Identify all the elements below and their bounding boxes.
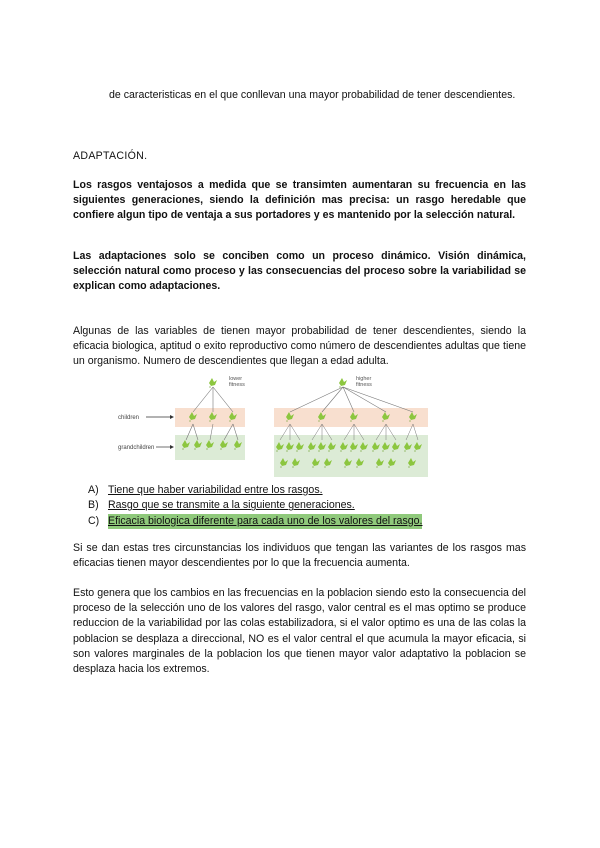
- grandchildren-band-right: [274, 435, 428, 477]
- circumstances-paragraph: Si se dan estas tres circunstancias los individuos que tengan las variantes de los rasgos mas eficacias tienen mayor descendientes por lo que la frecuencia aumenta.: [73, 542, 526, 570]
- highlighted-text: Eficacia biologica diferente para cada uno de los valores del rasgo.: [108, 514, 422, 529]
- intro-paragraph: de caracteristicas en el que conllevan una mayor probabilidad de tener descendientes.: [109, 89, 516, 101]
- selection-paragraph: Esto genera que los cambios en las frecuencias en la poblacion siendo esto la consecuencia del proceso de la selección uno de los valores del rasgo, valor central es el mas optimo se produce reduccion de la variabilidad por las colas estabilizadora, si el valor optimo es una de las colas la poblacion se desplaza a direccional, NO es el valor central el que acumula la mayor eficacia, si son valores marginales de la poblacion los que tienen mayor valor adaptativo la poblacion se desplaza hacia los extremos.: [73, 587, 526, 676]
- svg-text:fitness: fitness: [229, 382, 245, 388]
- list-item: A) Tiene que haber variabilidad entre los rasgos.: [88, 484, 323, 496]
- conditions-list: [88, 483, 528, 529]
- section-heading: ADAPTACIÓN.: [73, 150, 148, 162]
- list-item: C) Eficacia biologica diferente para cada uno de los valores del rasgo.: [88, 514, 528, 529]
- svg-text:fitness: fitness: [356, 382, 372, 388]
- bold-paragraph-1: Los rasgos ventajosos a medida que se transimten aumentaran su frecuencia en las siguientes generaciones, siendo la definición mas precisa: un rasgo heredable que confiere algun tipo de ventaja a sus portadores y es mantenido por la selección natural.: [73, 179, 526, 222]
- list-item: B) Rasgo que se transmite a la siguiente generaciones.: [88, 499, 355, 512]
- children-label: children: [118, 415, 140, 421]
- higher-fitness-label: higher: [356, 376, 372, 382]
- grandchildren-label: grandchildren: [118, 445, 155, 451]
- lower-fitness-label: lower: [229, 376, 243, 382]
- fitness-paragraph: Algunas de las variables de tienen mayor probabilidad de tener descendientes, siendo la eficacia biologica, aptitud o exito reproductivo como número de descendientes adultas que tiene un organismo. Numero de descendientes que llegan a edad adulta.: [73, 325, 526, 368]
- bold-paragraph-2: Las adaptaciones solo se conciben como un proceso dinámico. Visión dinámica, selección natural como proceso y las consecuencias del proceso sobre la variabilidad se explican como adaptaciones.: [73, 250, 526, 293]
- fitness-figure: [118, 372, 458, 482]
